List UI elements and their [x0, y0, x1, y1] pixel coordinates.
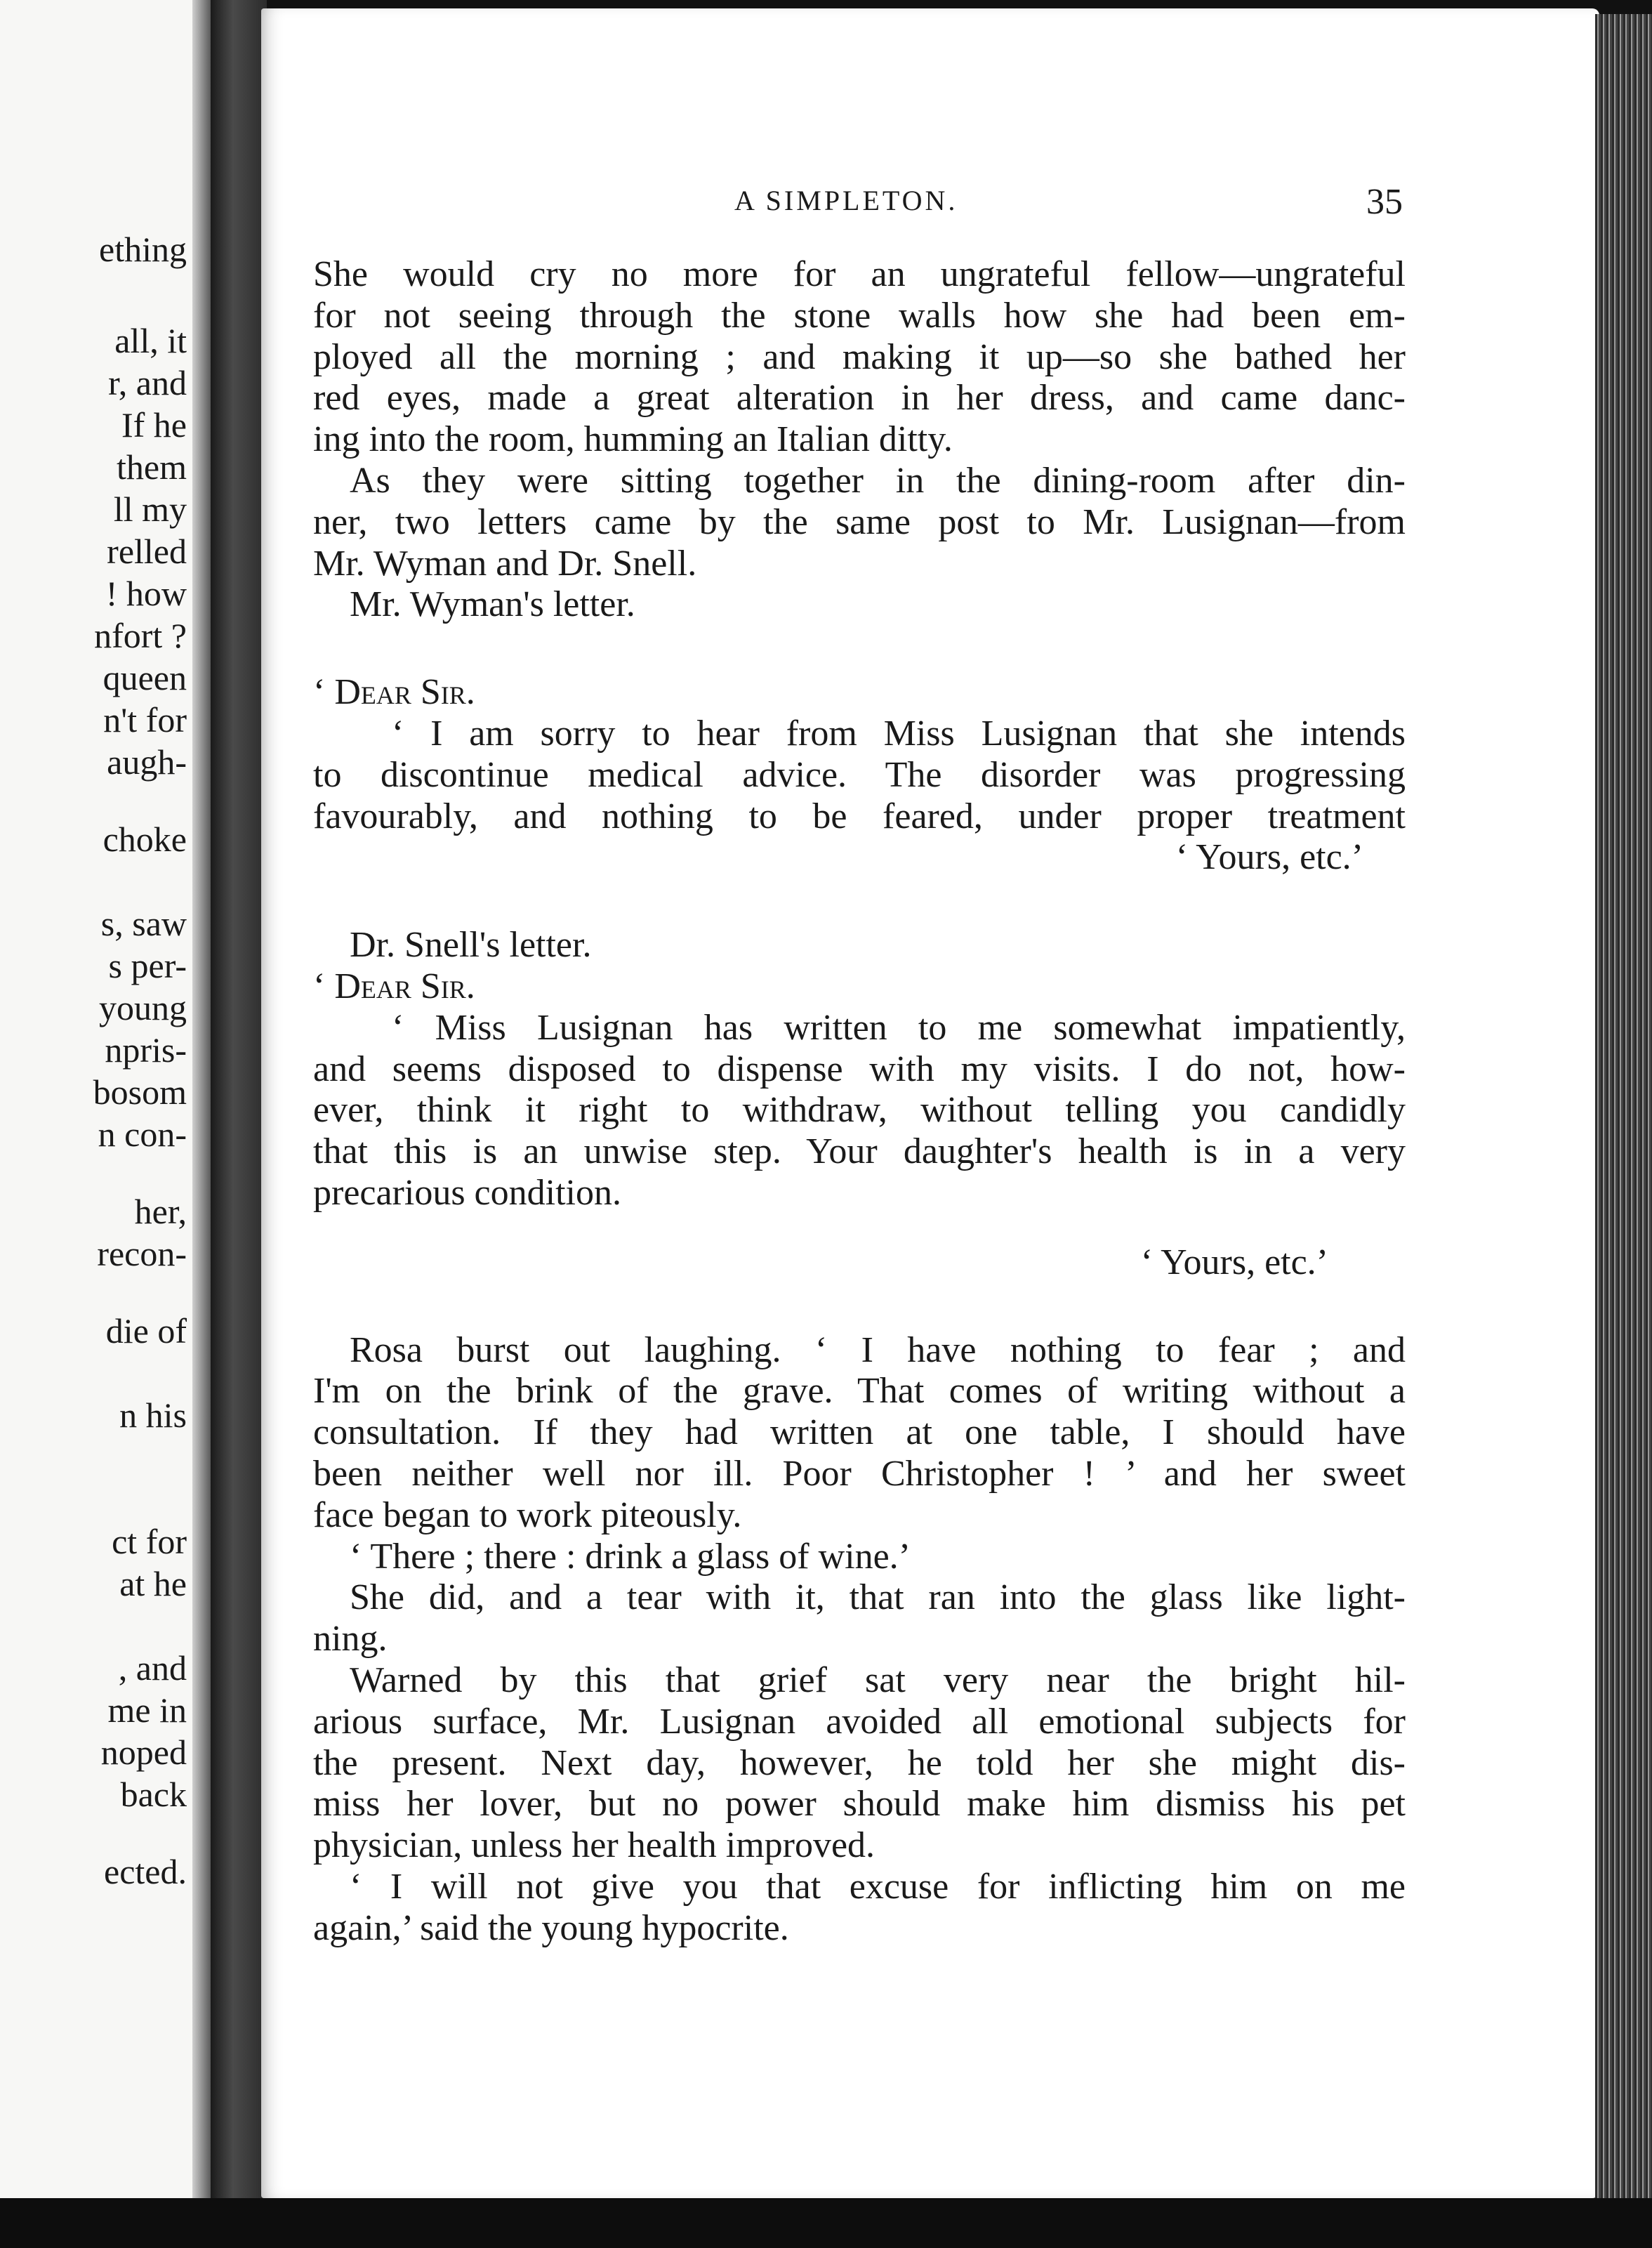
left-page-fragment: s per- [108, 946, 187, 985]
text-line: Rosa burst out laughing. ‘ I have nothing to fear ; and [350, 1329, 1406, 1370]
left-page-fragment: , and [118, 1648, 187, 1688]
text-line: As they were sitting together in the dining-room after din- [350, 460, 1406, 501]
text-line: She would cry no more for an ungrateful fellow—ungrateful [313, 254, 1406, 294]
text-line: favourably, and nothing to be feared, under proper treatment [313, 796, 1406, 836]
left-page-fragment: me in [107, 1690, 187, 1730]
left-page-fragment: back [120, 1775, 187, 1814]
text-line: and seems disposed to dispense with my visits. I do not, how- [313, 1049, 1406, 1089]
running-title: A SIMPLETON. [734, 185, 958, 216]
text-line: red eyes, made a great alteration in her dress, and came danc- [313, 378, 1406, 419]
page-edges-stack [1595, 14, 1652, 2198]
page-text [313, 254, 1406, 1949]
previous-page-edge [0, 0, 216, 2198]
text-line: miss her lover, but no power should make him dismiss his pet [313, 1784, 1406, 1825]
paragraph-4: Dr. Snell's letter. [350, 925, 592, 966]
left-page-fragment: n his [119, 1395, 187, 1435]
paragraph-8 [313, 1660, 1406, 1867]
left-page-fragment: augh- [107, 742, 187, 782]
left-page-fragment: noped [100, 1733, 187, 1772]
paragraph-9 [313, 1867, 1406, 1950]
text-line: consultation. If they had written at one table, I should have [313, 1412, 1406, 1453]
left-page-fragment: nfort ? [94, 616, 187, 655]
letter-closing: ‘ Yours, etc.’ [1140, 1242, 1328, 1282]
text-line: to discontinue medical advice. The disorder was progressing [313, 754, 1406, 795]
text-line: Mr. Wyman and Dr. Snell. [313, 543, 697, 584]
left-page-fragment: If he [121, 405, 187, 445]
left-page-fragment: ct for [112, 1522, 187, 1561]
left-page-fragment: at he [119, 1564, 187, 1603]
text-line: physician, unless her health improved. [313, 1825, 875, 1866]
letter-salutation: ‘ Dear Sir. [313, 672, 475, 713]
scan-bottom-edge [0, 2198, 1652, 2248]
left-page-fragment: all, it [114, 321, 187, 360]
page-gutter-shadow [192, 0, 211, 2198]
letter-salutation: ‘ Dear Sir. [313, 966, 475, 1006]
text-line: ‘ I am sorry to hear from Miss Lusignan that she intends [392, 713, 1406, 754]
paragraph-5 [313, 1330, 1406, 1537]
left-page-fragment: them [117, 447, 187, 487]
text-line: again,’ said the young hypocrite. [313, 1907, 789, 1948]
text-line: ever, think it right to withdraw, without telling you candidly [313, 1090, 1406, 1131]
paragraph-2 [313, 461, 1406, 584]
left-page-fragment: relled [107, 532, 187, 571]
text-line: arious surface, Mr. Lusignan avoided all emotional subjects for [313, 1701, 1406, 1742]
left-page-fragment: r, and [108, 363, 187, 402]
left-page-fragment: ! how [105, 574, 187, 613]
left-page-fragment: ll my [113, 489, 187, 529]
left-page-fragment: npris- [105, 1030, 187, 1070]
paragraph-6: ‘ There ; there : drink a glass of wine.’ [350, 1536, 911, 1577]
text-line: that this is an unwise step. Your daughter's health is in a very [313, 1131, 1406, 1172]
left-page-fragment: her, [134, 1192, 187, 1231]
text-line: ployed all the morning ; and making it up—so she bathed her [313, 336, 1406, 377]
text-line: She did, and a tear with it, that ran into the glass like light- [350, 1577, 1406, 1618]
left-page-fragment: s, saw [100, 904, 187, 943]
left-page-fragment: young [99, 988, 187, 1027]
text-line: been neither well nor ill. Poor Christopher ! ’ and her sweet [313, 1453, 1406, 1494]
left-page-fragment: bosom [93, 1072, 187, 1112]
paragraph-3: Mr. Wyman's letter. [350, 584, 635, 625]
book-spine [211, 0, 267, 2248]
left-page-fragment: choke [103, 820, 187, 859]
text-line: Warned by this that grief sat very near the bright hil- [350, 1659, 1406, 1700]
text-line: ning. [313, 1619, 388, 1659]
letter-snell [313, 966, 1406, 1284]
paragraph-1 [313, 254, 1406, 461]
left-page-fragment: ected. [104, 1852, 187, 1891]
text-line: ner, two letters came by the same post to Mr. Lusignan—from [313, 501, 1406, 542]
text-line: ‘ Miss Lusignan has written to me somewhat impatiently, [392, 1007, 1406, 1048]
letter-closing: ‘ Yours, etc.’ [1175, 837, 1363, 878]
text-line: ing into the room, humming an Italian ditty. [313, 419, 953, 460]
left-page-fragment: n't for [103, 700, 187, 740]
left-page-fragment: queen [103, 658, 187, 697]
letter-wyman [313, 672, 1406, 879]
text-line: face began to work piteously. [313, 1494, 742, 1535]
page-number: 35 [1366, 182, 1403, 222]
text-line: the present. Next day, however, he told her she might dis- [313, 1742, 1406, 1783]
paragraph-7 [313, 1577, 1406, 1660]
left-page-fragment: recon- [97, 1234, 187, 1273]
text-line: I'm on the brink of the grave. That comes of writing without a [313, 1371, 1406, 1412]
text-line: precarious condition. [313, 1172, 621, 1213]
text-line: ‘ I will not give you that excuse for inflicting him on me [350, 1866, 1406, 1907]
left-page-fragment: die of [105, 1311, 187, 1350]
left-page-fragment: ething [99, 230, 187, 269]
text-line: for not seeing through the stone walls how she had been em- [313, 295, 1406, 336]
left-page-fragment: n con- [98, 1115, 187, 1154]
